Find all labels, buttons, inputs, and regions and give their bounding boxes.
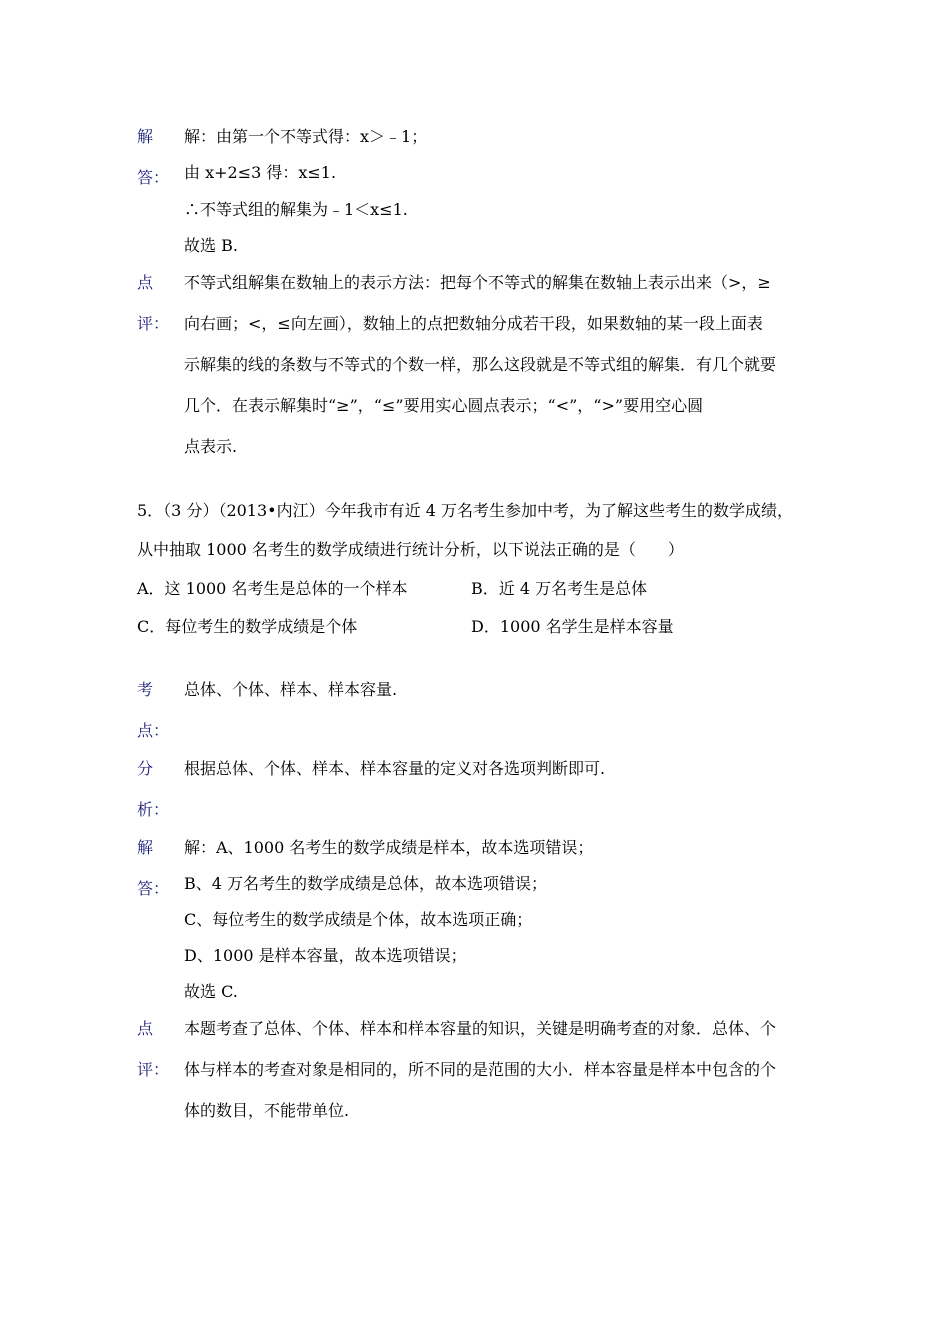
q4-solution-line: 故选 B. <box>184 236 238 255</box>
q5-option-b: B．近 4 万名考生是总体 <box>471 579 648 598</box>
q5-comment-line: 本题考查了总体、个体、样本和样本容量的知识，关键是明确考查的对象．总体、个 <box>184 1019 777 1038</box>
q4-comment-label-2: 评： <box>137 314 170 333</box>
q5-solution-line: 故选 C. <box>184 982 238 1001</box>
q5-solution-line: C、每位考生的数学成绩是个体，故本选项正确； <box>184 910 533 929</box>
q4-solution-line: 由 x+2≤3 得：x≤1. <box>184 163 337 182</box>
q5-analysis-text: 根据总体、个体、样本、样本容量的定义对各选项判断即可. <box>184 759 606 778</box>
q5-knowledge-text: 总体、个体、样本、样本容量. <box>184 680 398 699</box>
q4-comment-line: 点表示. <box>184 437 238 456</box>
q4-comment-line: 示解集的线的条数与不等式的个数一样，那么这段就是不等式组的解集．有几个就要 <box>184 355 777 374</box>
q4-solution-line: 解：由第一个不等式得：x＞﹣1； <box>184 127 428 146</box>
q4-solution-label-1: 解 <box>137 127 154 146</box>
q5-comment-label-1: 点 <box>137 1019 154 1038</box>
q4-comment-label-1: 点 <box>137 273 154 292</box>
q5-option-a: A．这 1000 名考生是总体的一个样本 <box>137 579 408 598</box>
q5-solution-line: D、1000 是样本容量，故本选项错误； <box>184 946 467 965</box>
q5-option-c: C．每位考生的数学成绩是个体 <box>137 617 358 636</box>
q5-solution-label-2: 答： <box>137 879 170 898</box>
q5-question-line-2: 从中抽取 1000 名考生的数学成绩进行统计分析，以下说法正确的是（ ） <box>137 540 684 559</box>
q5-knowledge-label-2: 点： <box>137 721 170 740</box>
q4-solution-label-2: 答： <box>137 168 170 187</box>
q4-comment-line: 不等式组解集在数轴上的表示方法：把每个不等式的解集在数轴上表示出来（>，≥ <box>184 273 771 292</box>
q5-knowledge-label-1: 考 <box>137 680 154 699</box>
q4-solution-line: ∴不等式组的解集为﹣1＜x≤1. <box>184 200 408 219</box>
q5-analysis-label-1: 分 <box>137 759 154 778</box>
q5-question-line-1: 5．（3 分）（2013•内江）今年我市有近 4 万名考生参加中考，为了解这些考生的数学成绩， <box>137 501 793 520</box>
q5-option-d: D．1000 名学生是样本容量 <box>471 617 674 636</box>
q5-solution-label-1: 解 <box>137 838 154 857</box>
q4-comment-line: 向右画；<，≤向左画），数轴上的点把数轴分成若干段，如果数轴的某一段上面表 <box>184 314 763 333</box>
q5-comment-line: 体的数目，不能带单位. <box>184 1101 350 1120</box>
q5-analysis-label-2: 析： <box>137 800 170 819</box>
q5-comment-label-2: 评： <box>137 1060 170 1079</box>
q5-solution-line: 解：A、1000 名考生的数学成绩是样本，故本选项错误； <box>184 838 594 857</box>
q4-comment-line: 几个．在表示解集时“≥”，“≤”要用实心圆点表示；“<”，“>”要用空心圆 <box>184 396 704 415</box>
q5-solution-line: B、4 万名考生的数学成绩是总体，故本选项错误； <box>184 874 548 893</box>
q5-comment-line: 体与样本的考查对象是相同的，所不同的是范围的大小．样本容量是样本中包含的个 <box>184 1060 777 1079</box>
